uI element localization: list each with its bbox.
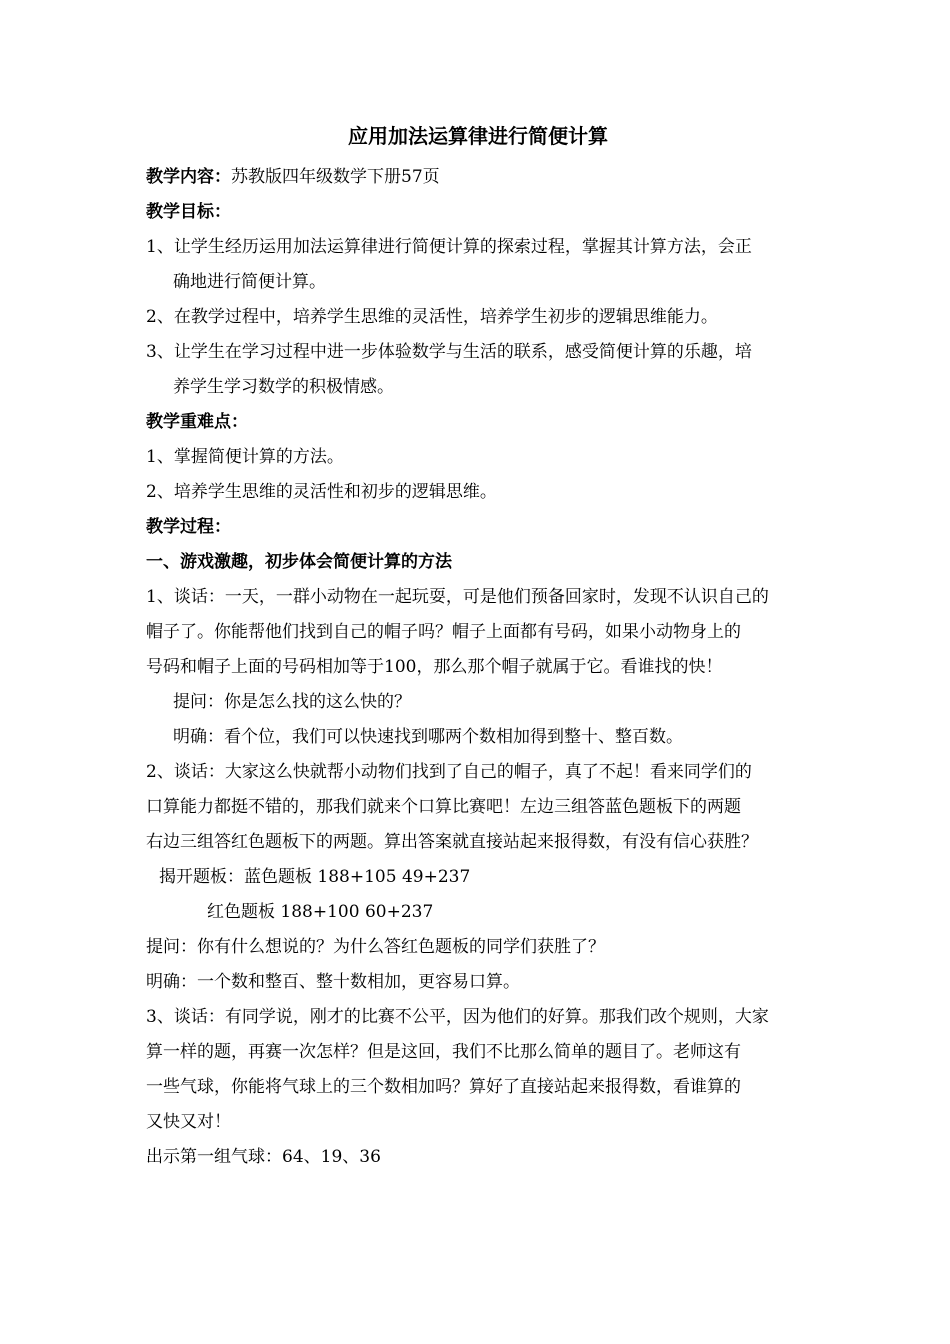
goal-item-3-line-2: 养学生学习数学的积极情感。 <box>173 377 394 397</box>
paragraph-1-line-3: 号码和帽子上面的号码相加等于100，那么那个帽子就属于它。看谁找的快！ <box>146 657 723 677</box>
paragraph-2-line-3: 右边三组答红色题板下的两题。算出答案就直接站起来报得数，有没有信心获胜？ <box>146 832 758 852</box>
question-1: 提问：你是怎么找的这么快的？ <box>173 692 411 712</box>
process-heading: 教学过程： <box>146 517 231 537</box>
board-blue: 揭开题板：蓝色题板 188+105 49+237 <box>159 867 471 887</box>
paragraph-2-line-1: 2、谈话：大家这么快就帮小动物们找到了自己的帽子，真了不起！看来同学们的 <box>146 762 752 782</box>
keypoint-item-1: 1、掌握简便计算的方法。 <box>146 447 344 467</box>
section-1-heading: 一、游戏激趣，初步体会简便计算的方法 <box>146 552 452 572</box>
answer-1: 明确：看个位，我们可以快速找到哪两个数相加得到整十、整百数。 <box>173 727 683 747</box>
document-page <box>146 118 810 1175</box>
goals-heading: 教学目标： <box>146 202 231 222</box>
balloons-line: 出示第一组气球：64、19、36 <box>146 1147 381 1167</box>
paragraph-1-line-1: 1、谈话：一天，一群小动物在一起玩耍，可是他们预备回家时，发现不认识自己的 <box>146 587 769 607</box>
goal-item-1-line-2: 确地进行简便计算。 <box>173 272 326 292</box>
answer-2: 明确：一个数和整百、整十数相加，更容易口算。 <box>146 972 520 992</box>
paragraph-1-line-2: 帽子了。你能帮他们找到自己的帽子吗？帽子上面都有号码，如果小动物身上的 <box>146 622 741 642</box>
board-red: 红色题板 188+100 60+237 <box>207 902 434 922</box>
content-line <box>146 160 810 195</box>
paragraph-2-line-2: 口算能力都挺不错的，那我们就来个口算比赛吧！左边三组答蓝色题板下的两题 <box>146 797 741 817</box>
keypoints-heading: 教学重难点： <box>146 412 248 432</box>
paragraph-3-line-1: 3、谈话：有同学说，刚才的比赛不公平，因为他们的好算。那我们改个规则，大家 <box>146 1007 769 1027</box>
content-text: 苏教版四年级数学下册57页 <box>231 167 440 187</box>
goal-item-2: 2、在教学过程中，培养学生思维的灵活性，培养学生初步的逻辑思维能力。 <box>146 307 718 327</box>
keypoint-item-2: 2、培养学生思维的灵活性和初步的逻辑思维。 <box>146 482 497 502</box>
document-title: 应用加法运算律进行简便计算 <box>348 124 608 148</box>
goal-item-1-line-1: 1、让学生经历运用加法运算律进行简便计算的探索过程，掌握其计算方法，会正 <box>146 237 752 257</box>
goal-item-3-line-1: 3、让学生在学习过程中进一步体验数学与生活的联系，感受简便计算的乐趣，培 <box>146 342 752 362</box>
question-2: 提问：你有什么想说的？为什么答红色题板的同学们获胜了？ <box>146 937 605 957</box>
paragraph-3-line-4: 又快又对！ <box>146 1112 231 1132</box>
paragraph-3-line-3: 一些气球，你能将气球上的三个数相加吗？算好了直接站起来报得数，看谁算的 <box>146 1077 741 1097</box>
paragraph-3-line-2: 算一样的题，再赛一次怎样？但是这回，我们不比那么简单的题目了。老师这有 <box>146 1042 741 1062</box>
content-label: 教学内容： <box>146 167 231 187</box>
